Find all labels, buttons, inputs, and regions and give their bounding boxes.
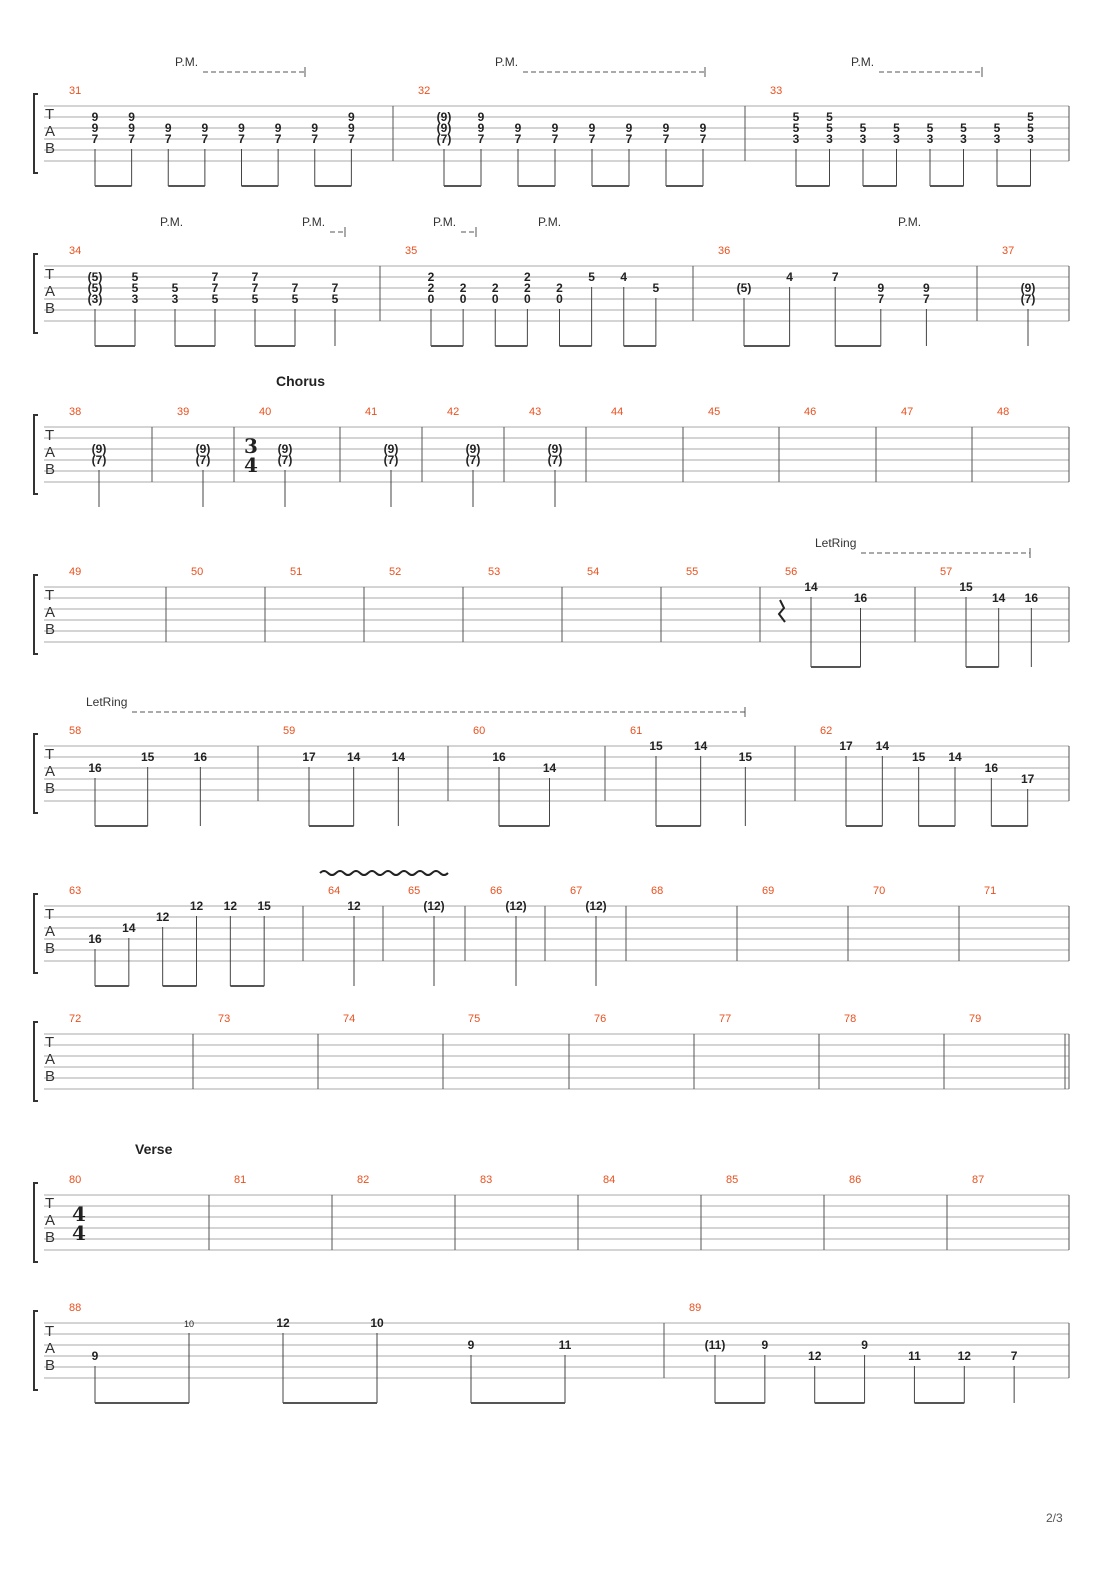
measure-number: 52: [389, 566, 402, 578]
measure-number: 40: [259, 406, 272, 418]
tab-clef-letter: B: [45, 461, 56, 478]
measure-number: 67: [570, 885, 583, 897]
fret-number: 5: [291, 292, 299, 306]
measure-number: 45: [708, 406, 721, 418]
measure-number: 83: [480, 1174, 493, 1186]
fret-number: 9: [588, 121, 596, 135]
fret-number: 7: [311, 132, 319, 146]
fret-number: 9: [477, 121, 485, 135]
tab-clef-letter: T: [45, 746, 55, 763]
palm-mute-label: P.M.: [433, 215, 457, 229]
fret-number: 9: [923, 281, 930, 295]
tab-clef-letter: B: [45, 1068, 56, 1085]
fret-number: 9: [877, 281, 885, 295]
fret-number: 7: [662, 132, 670, 146]
measure-number: 31: [69, 85, 82, 97]
measure-number: 32: [418, 85, 431, 97]
fret-number: 15: [257, 899, 271, 913]
fret-number: 10: [370, 1316, 384, 1330]
tab-clef-letter: A: [45, 1340, 56, 1357]
fret-number: 5: [993, 121, 1001, 135]
measure-number: 35: [405, 245, 418, 257]
fret-number: 3: [960, 132, 967, 146]
measure-number: 72: [69, 1013, 82, 1025]
measure-number: 78: [844, 1013, 857, 1025]
measure-number: 54: [587, 566, 600, 578]
fret-number: (7): [547, 453, 563, 467]
tab-clef-letter: T: [45, 1323, 55, 1340]
fret-number: 12: [189, 899, 204, 913]
fret-number: (9): [277, 442, 293, 456]
fret-number: 5: [792, 121, 800, 135]
measure-number: 60: [473, 725, 486, 737]
measure-number: 41: [365, 406, 378, 418]
system-bracket: [34, 734, 38, 813]
measure-number: 79: [969, 1013, 982, 1025]
fret-number: 14: [542, 761, 557, 775]
fret-number: 2: [459, 281, 467, 295]
fret-number: 14: [875, 739, 890, 753]
fret-number: 9: [625, 121, 633, 135]
system-bracket: [34, 254, 38, 333]
quarter-rest-icon: [779, 600, 785, 622]
fret-number: 9: [274, 121, 282, 135]
tab-clef-letter: B: [45, 780, 56, 797]
measure-number: 43: [529, 406, 542, 418]
fret-number: 7: [625, 132, 633, 146]
fret-number: 5: [171, 281, 179, 295]
fret-number: 0: [556, 292, 563, 306]
fret-number: 9: [91, 110, 99, 124]
fret-number: 5: [588, 270, 595, 284]
tab-clef-letter: A: [45, 1051, 56, 1068]
fret-number: (3): [87, 292, 103, 306]
fret-number: 9: [128, 121, 135, 135]
fret-number: 9: [201, 121, 209, 135]
page-number: 2/3: [1046, 1511, 1063, 1525]
fret-number: 0: [524, 292, 531, 306]
tab-clef-letter: B: [45, 940, 56, 957]
fret-number: 17: [839, 739, 853, 753]
fret-number: 5: [893, 121, 900, 135]
fret-number: 3: [926, 132, 934, 146]
measure-number: 84: [603, 1174, 616, 1186]
fret-number: 5: [859, 121, 867, 135]
fret-number: 7: [588, 132, 596, 146]
fret-number: 3: [893, 132, 900, 146]
fret-number: 7: [348, 132, 355, 146]
section-title: Verse: [135, 1141, 173, 1157]
measure-number: 76: [594, 1013, 607, 1025]
fret-number: 9: [861, 1338, 868, 1352]
tab-clef-letter: A: [45, 763, 56, 780]
fret-number: (9): [383, 442, 399, 456]
system-bracket: [34, 575, 38, 654]
tab-clef-letter: B: [45, 1229, 56, 1246]
section-title: Chorus: [276, 373, 325, 389]
fret-number: 7: [274, 132, 282, 146]
measure-number: 46: [804, 406, 817, 418]
measure-number: 81: [234, 1174, 247, 1186]
measure-number: 33: [770, 85, 783, 97]
measure-number: 39: [177, 406, 190, 418]
palm-mute-label: P.M.: [160, 215, 184, 229]
fret-number: 9: [348, 110, 355, 124]
measure-number: 89: [689, 1302, 702, 1314]
measure-number: 53: [488, 566, 501, 578]
measure-number: 86: [849, 1174, 862, 1186]
tab-clef-letter: T: [45, 587, 55, 604]
fret-number: 2: [427, 270, 435, 284]
measure-number: 82: [357, 1174, 370, 1186]
measure-number: 66: [490, 885, 503, 897]
measure-number: 44: [611, 406, 624, 418]
fret-number: 9: [164, 121, 172, 135]
measure-number: 70: [873, 885, 886, 897]
fret-number: 4: [786, 270, 793, 284]
vibrato-icon: [320, 871, 448, 875]
measure-number: 58: [69, 725, 82, 737]
fret-number: 3: [171, 292, 179, 306]
fret-number: 5: [826, 121, 833, 135]
fret-number: (5): [87, 281, 103, 295]
system-bracket: [34, 1183, 38, 1262]
fret-number: 7: [331, 281, 339, 295]
fret-number: (7): [91, 453, 107, 467]
fret-number: 2: [556, 281, 563, 295]
tab-clef-letter: A: [45, 923, 56, 940]
fret-number: 7: [514, 132, 522, 146]
fret-number: 3: [826, 132, 833, 146]
tab-clef-letter: B: [45, 621, 56, 638]
fret-number: 12: [276, 1316, 290, 1330]
measure-number: 62: [820, 725, 833, 737]
tab-clef-letter: A: [45, 1212, 56, 1229]
fret-number: 12: [347, 899, 361, 913]
let-ring-label: LetRing: [815, 536, 857, 550]
measure-number: 49: [69, 566, 82, 578]
fret-number: 16: [88, 761, 102, 775]
system-bracket: [34, 1311, 38, 1390]
fret-number: 7: [211, 281, 219, 295]
fret-number: 7: [238, 132, 245, 146]
measure-number: 37: [1002, 245, 1015, 257]
palm-mute-label: P.M.: [898, 215, 922, 229]
tab-clef-letter: B: [45, 300, 56, 317]
fret-number: 7: [251, 281, 259, 295]
fret-number: 9: [348, 121, 355, 135]
fret-number: 14: [122, 921, 136, 935]
fret-number: (7): [383, 453, 399, 467]
fret-number: 3: [859, 132, 867, 146]
fret-number: 12: [155, 910, 170, 924]
system-bracket: [34, 894, 38, 973]
measure-number: 80: [69, 1174, 82, 1186]
fret-number: 12: [223, 899, 238, 913]
measure-number: 48: [997, 406, 1010, 418]
fret-number: (9): [465, 442, 481, 456]
system-bracket: [34, 1022, 38, 1101]
fret-number: 11: [558, 1338, 572, 1352]
fret-number: 9: [128, 110, 135, 124]
fret-number: 14: [693, 739, 708, 753]
fret-number: 2: [524, 270, 531, 284]
fret-number: 5: [1027, 110, 1034, 124]
fret-number: 7: [201, 132, 209, 146]
let-ring-label: LetRing: [86, 695, 128, 709]
fret-number: 5: [131, 270, 139, 284]
fret-number: (5): [736, 281, 752, 295]
fret-number: 9: [467, 1338, 475, 1352]
fret-number: 5: [926, 121, 934, 135]
time-signature-top: 4: [72, 1202, 86, 1226]
fret-number: 16: [1024, 591, 1039, 605]
fret-number: 2: [524, 281, 531, 295]
fret-number: 7: [251, 270, 259, 284]
measure-number: 56: [785, 566, 798, 578]
fret-number: 5: [1027, 121, 1034, 135]
fret-number: 17: [302, 750, 316, 764]
measure-number: 75: [468, 1013, 481, 1025]
fret-number: 7: [164, 132, 172, 146]
fret-number: 9: [238, 121, 245, 135]
fret-number: 9: [662, 121, 670, 135]
measure-number: 47: [901, 406, 914, 418]
fret-number: 7: [551, 132, 559, 146]
measure-number: 77: [719, 1013, 732, 1025]
measure-number: 69: [762, 885, 775, 897]
fret-number: 7: [128, 132, 135, 146]
fret-number: 4: [620, 270, 628, 284]
fret-number: 5: [960, 121, 967, 135]
fret-number: 5: [792, 110, 800, 124]
fret-number: (5): [87, 270, 103, 284]
tab-clef-letter: A: [45, 444, 56, 461]
measure-number: 36: [718, 245, 731, 257]
fret-number: 3: [1027, 132, 1034, 146]
measure-number: 57: [940, 566, 953, 578]
palm-mute-label: P.M.: [175, 55, 199, 69]
fret-number: (7): [1020, 292, 1036, 306]
fret-number: 5: [652, 281, 660, 295]
fret-number: 14: [991, 591, 1006, 605]
measure-number: 88: [69, 1302, 82, 1314]
fret-number: 15: [738, 750, 753, 764]
fret-number: 16: [492, 750, 506, 764]
fret-number: 12: [957, 1349, 971, 1363]
fret-number: (7): [465, 453, 481, 467]
fret-number: 3: [792, 132, 800, 146]
fret-number: (11): [704, 1338, 726, 1352]
fret-number: 7: [91, 132, 99, 146]
time-signature-bottom: 4: [72, 1221, 86, 1245]
fret-number: 9: [477, 110, 485, 124]
fret-number: 10: [183, 1319, 195, 1329]
fret-number: 14: [948, 750, 962, 764]
fret-number: 16: [193, 750, 208, 764]
fret-number: 17: [1020, 772, 1035, 786]
fret-number: (12): [585, 899, 607, 913]
measure-number: 51: [290, 566, 303, 578]
fret-number: 0: [491, 292, 499, 306]
fret-number: 5: [331, 292, 339, 306]
tab-clef-letter: B: [45, 1357, 56, 1374]
tab-clef-letter: A: [45, 283, 56, 300]
fret-number: 15: [959, 580, 973, 594]
fret-number: 5: [826, 110, 833, 124]
system-bracket: [34, 415, 38, 494]
fret-number: 9: [514, 121, 522, 135]
fret-number: (7): [195, 453, 211, 467]
fret-number: 0: [427, 292, 435, 306]
tab-clef-letter: B: [45, 140, 56, 157]
fret-number: 15: [649, 739, 663, 753]
measure-number: 61: [630, 725, 643, 737]
palm-mute-label: P.M.: [851, 55, 875, 69]
measure-number: 38: [69, 406, 82, 418]
fret-number: 9: [761, 1338, 769, 1352]
time-signature-bottom: 4: [244, 453, 258, 477]
fret-number: 5: [211, 292, 219, 306]
fret-number: (9): [547, 442, 563, 456]
fret-number: (12): [423, 899, 445, 913]
tab-clef-letter: T: [45, 427, 55, 444]
fret-number: 16: [853, 591, 868, 605]
fret-number: 9: [91, 121, 99, 135]
fret-number: 7: [923, 292, 930, 306]
tab-clef-letter: T: [45, 266, 55, 283]
fret-number: 7: [291, 281, 299, 295]
tab-clef-letter: T: [45, 906, 55, 923]
tab-clef-letter: T: [45, 1034, 55, 1051]
fret-number: (9): [436, 110, 452, 124]
fret-number: 5: [131, 281, 139, 295]
fret-number: 11: [908, 1349, 921, 1363]
fret-number: (9): [195, 442, 211, 456]
fret-number: 2: [427, 281, 435, 295]
measure-number: 55: [686, 566, 699, 578]
fret-number: 3: [131, 292, 139, 306]
fret-number: 9: [551, 121, 559, 135]
fret-number: 12: [808, 1349, 822, 1363]
tab-clef-letter: T: [45, 106, 55, 123]
fret-number: 7: [877, 292, 885, 306]
measure-number: 85: [726, 1174, 739, 1186]
palm-mute-label: P.M.: [495, 55, 519, 69]
fret-number: 14: [804, 580, 818, 594]
fret-number: 16: [88, 932, 102, 946]
fret-number: 14: [346, 750, 361, 764]
fret-number: 7: [831, 270, 839, 284]
fret-number: 0: [459, 292, 467, 306]
measure-number: 74: [343, 1013, 356, 1025]
measure-number: 64: [328, 885, 341, 897]
fret-number: (9): [1020, 281, 1036, 295]
fret-number: 7: [1010, 1349, 1018, 1363]
time-signature-top: 3: [244, 434, 258, 458]
fret-number: 5: [251, 292, 259, 306]
measure-number: 65: [408, 885, 421, 897]
measure-number: 71: [984, 885, 997, 897]
palm-mute-label: P.M.: [302, 215, 326, 229]
palm-mute-label: P.M.: [538, 215, 562, 229]
tab-clef-letter: A: [45, 604, 56, 621]
fret-number: (12): [505, 899, 527, 913]
fret-number: 9: [91, 1349, 99, 1363]
measure-number: 50: [191, 566, 204, 578]
fret-number: 9: [311, 121, 319, 135]
fret-number: 14: [391, 750, 406, 764]
measure-number: 87: [972, 1174, 985, 1186]
fret-number: 2: [491, 281, 499, 295]
fret-number: 7: [699, 132, 707, 146]
fret-number: 15: [911, 750, 926, 764]
measure-number: 34: [69, 245, 82, 257]
fret-number: (7): [277, 453, 293, 467]
fret-number: (9): [436, 121, 452, 135]
measure-number: 42: [447, 406, 460, 418]
fret-number: 7: [477, 132, 485, 146]
measure-number: 73: [218, 1013, 231, 1025]
fret-number: 15: [140, 750, 155, 764]
fret-number: 16: [984, 761, 999, 775]
measure-number: 68: [651, 885, 664, 897]
fret-number: (7): [436, 132, 452, 146]
fret-number: 9: [699, 121, 707, 135]
measure-number: 59: [283, 725, 296, 737]
system-bracket: [34, 94, 38, 173]
fret-number: (9): [91, 442, 107, 456]
tab-clef-letter: A: [45, 123, 56, 140]
tab-clef-letter: T: [45, 1195, 55, 1212]
measure-number: 63: [69, 885, 82, 897]
fret-number: 7: [211, 270, 219, 284]
fret-number: 3: [993, 132, 1001, 146]
